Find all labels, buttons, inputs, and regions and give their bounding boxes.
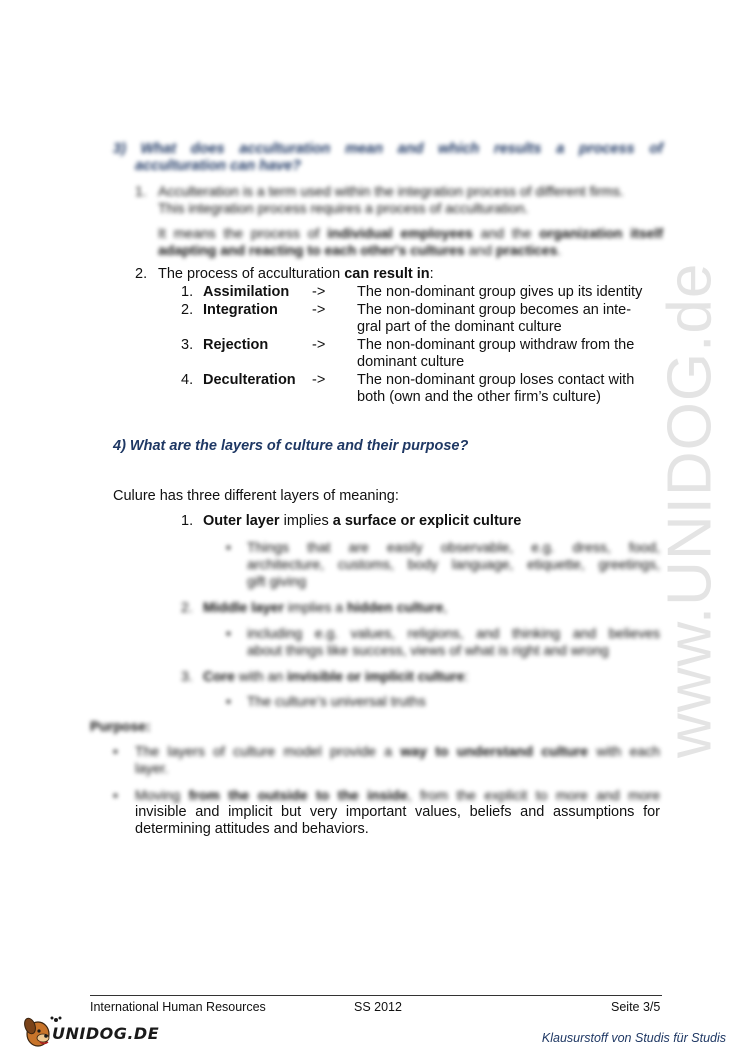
bullet-icon: • [113,743,118,759]
purpose2-line1: Moving from the outside to the inside, from the explicit to more and more [135,787,660,803]
result-description-cont: both (own and the other firm’s culture) [357,389,601,405]
result-description-cont: dominant culture [357,354,465,370]
result-arrow: -> [312,284,326,300]
footer-divider [90,995,662,996]
purpose2-line3: determining attitudes and behaviors. [135,821,369,837]
result-number: 1. [181,284,194,300]
layer1-text: Outer layer implies a surface or explicit culture [203,513,522,529]
q3-item1-line1: Acculteration is a term used within the integration process of different firms. [158,183,624,199]
bullet-icon: • [113,787,118,803]
purpose1-line2: layer. [135,760,169,776]
result-number: 2. [181,302,194,318]
result-term: Rejection [203,337,269,353]
bullet-icon: • [226,693,231,709]
q3-item1-number: 1. [135,183,147,199]
layer2-number: 2. [181,599,193,615]
q3-item1-para2-line1: It means the process of individual employees and the organization itself [158,225,663,241]
result-term: Integration [203,302,278,318]
result-arrow: -> [312,372,326,388]
purpose2-line2: invisible and implicit but very important values, beliefs and assumptions for [135,804,660,820]
layer1-number: 1. [181,513,194,529]
footer-tagline: Klausurstoff von Studis für Studis [541,1031,726,1045]
footer-page-number: Seite 3/5 [611,1000,661,1014]
footer-semester: SS 2012 [354,1000,402,1014]
footer-course: International Human Resources [90,1000,266,1014]
q3-heading-line2: acculturation can have? [135,158,301,174]
q3-heading-line1: 3) What does acculturation mean and which results a process of [113,141,663,157]
result-description: The non-dominant group loses contact with [357,372,635,388]
bullet-icon: • [226,539,231,555]
layer2-bullet-line2: about things like success, views of what is right and wrong [247,642,609,658]
q3-item1-para2-line2: adapting and reacting to each other's cultures and practices. [158,242,562,258]
watermark: www.UNIDOG.de [655,262,725,758]
layer3-number: 3. [181,668,193,684]
purpose1-line1: The layers of culture model provide a way to understand culture with each [135,743,660,759]
result-description-cont: gral part of the dominant culture [357,319,562,335]
result-description: The non-dominant group becomes an inte- [357,302,632,318]
purpose-label: Purpose: [90,718,151,734]
result-arrow: -> [312,302,326,318]
layer1-bullet-line3: gift giving [247,573,307,589]
layer1-bullet-line2: architecture, customs, body language, etiquette, greetings, [247,556,660,572]
q4-heading: 4) What are the layers of culture and their purpose? [113,438,469,454]
q4-intro: Culure has three different layers of meaning: [113,488,399,504]
result-description: The non-dominant group withdraw from the [357,337,635,353]
layer3-bullet: The culture’s universal truths [247,693,426,709]
layer1-bullet-line1: Things that are easily observable, e.g. dress, food, [247,539,660,555]
layer2-bullet-line1: including e.g. values, religions, and thinking and believes [247,625,660,641]
result-description: The non-dominant group gives up its identity [357,284,643,300]
layer3-text: Core with an invisible or implicit culture: [203,668,469,684]
q3-item1-line2: This integration process requires a process of acculturation. [158,200,529,216]
bullet-icon: • [226,625,231,641]
result-term: Assimilation [203,284,290,300]
layer2-text: Middle layer implies a hidden culture, [203,599,448,615]
result-number: 4. [181,372,194,388]
q3-item2-text: The process of acculturation can result in: [158,266,434,282]
q3-item2-number: 2. [135,266,148,282]
logo-text: UNIDOG.DE [52,1024,160,1043]
result-arrow: -> [312,337,326,353]
result-number: 3. [181,337,194,353]
result-term: Deculteration [203,372,296,388]
